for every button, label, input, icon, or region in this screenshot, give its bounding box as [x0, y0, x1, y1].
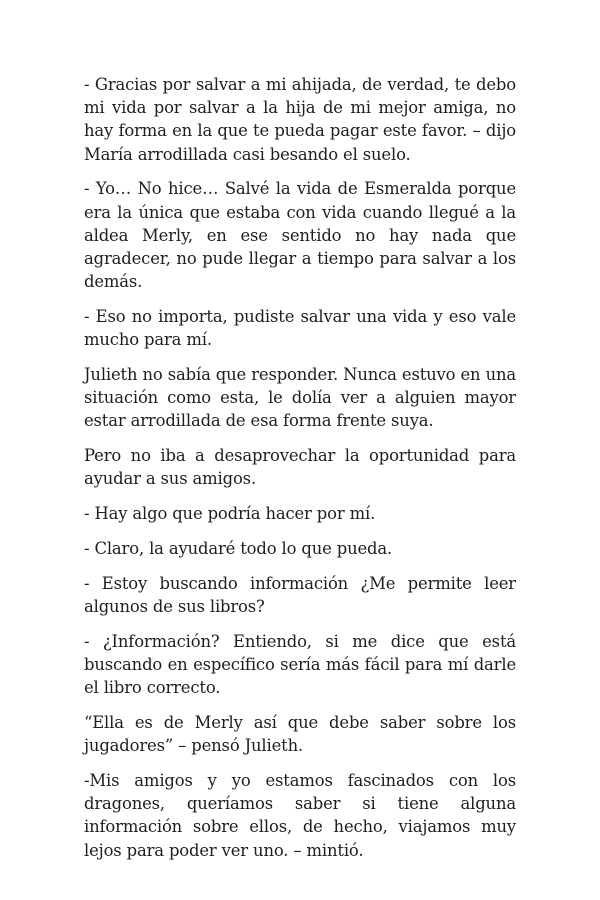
- paragraph: - Yo… No hice… Salvé la vida de Esmeralda porque era la única que estaba con vida cuando llegué a la aldea Merly, en ese sentido no hay nada que agradecer, no pude llegar a tiempo para salvar a los demás.: [84, 179, 516, 292]
- paragraph: - Hay algo que podría hacer por mí.: [84, 504, 376, 524]
- paragraph: “Ella es de Merly así que debe saber sobre los jugadores” – pensó Julieth.: [84, 713, 516, 756]
- paragraph: -Mis amigos y yo estamos fascinados con los dragones, queríamos saber si tiene alguna información sobre ellos, de hecho, viajamos muy lejos para poder ver uno. – mintió.: [84, 771, 516, 860]
- paragraph: - Gracias por salvar a mi ahijada, de verdad, te debo mi vida por salvar a la hija de mi mejor amiga, no hay forma en la que te pueda pagar este favor. – dijo María arrodillada casi besando el suelo.: [84, 75, 516, 164]
- book-page: [84, 73, 516, 873]
- paragraph: Julieth no sabía que responder. Nunca estuvo en una situación como esta, le dolía ver a alguien mayor estar arrodillada de esa forma frente suya.: [84, 365, 516, 431]
- paragraph: Pero no iba a desaprovechar la oportunidad para ayudar a sus amigos.: [84, 446, 516, 489]
- paragraph: - Estoy buscando información ¿Me permite leer algunos de sus libros?: [84, 573, 516, 617]
- paragraph: - Claro, la ayudaré todo lo que pueda.: [84, 539, 393, 559]
- paragraph: - ¿Información? Entiendo, si me dice que está buscando en específico sería más fácil para mí darle el libro correcto.: [84, 631, 516, 698]
- paragraph: - Eso no importa, pudiste salvar una vida y eso vale mucho para mí.: [84, 307, 516, 350]
